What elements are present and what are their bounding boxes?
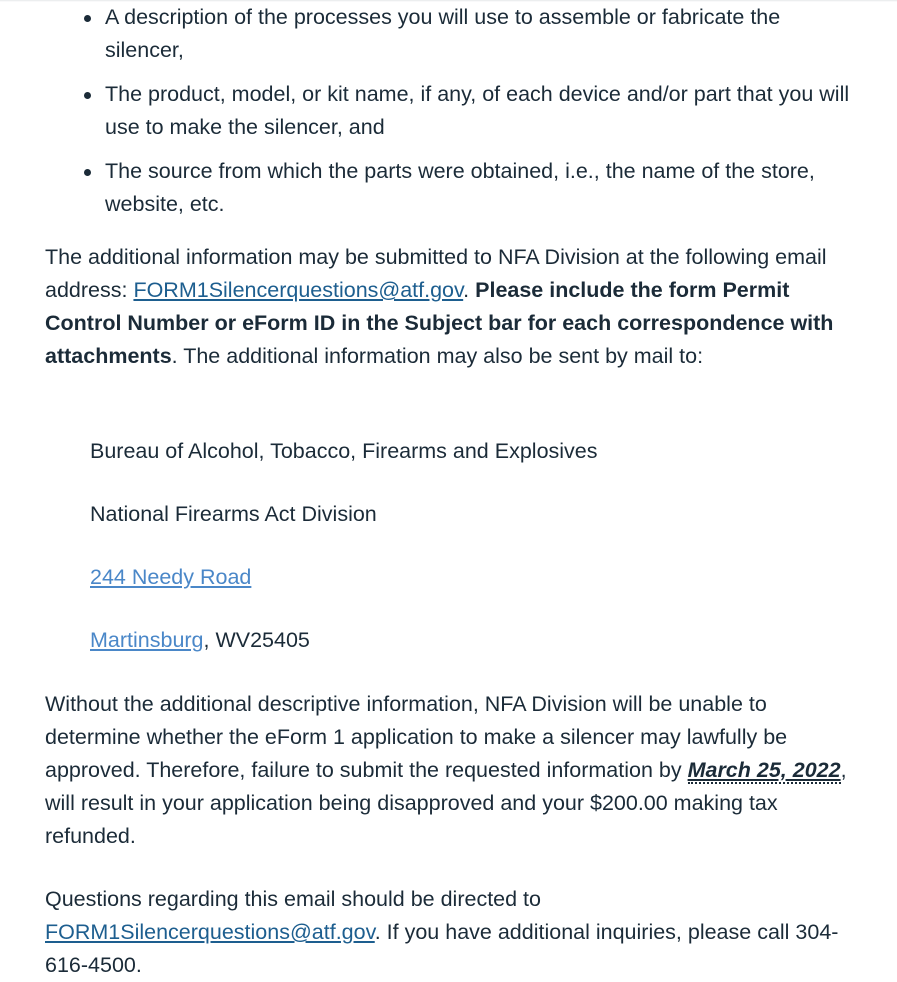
subject-bar-note: Please include the form Permit Control Number or eForm ID in the Subject bar for each correspondence with attachments xyxy=(45,278,834,368)
warning-text-after: , will result in your application being disapproved and your $200.00 making tax refunded. xyxy=(45,758,847,848)
submission-paragraph xyxy=(45,241,865,373)
submission-after-email: . xyxy=(463,278,476,302)
warning-text-before: Without the additional descriptive information, NFA Division will be unable to determine whether the eForm 1 application to make a silencer may lawfully be approved. Therefore, failure to submit the requested information by xyxy=(45,692,788,782)
address-line-street xyxy=(90,561,790,594)
list-item xyxy=(0,155,860,221)
questions-text-after: . If you have additional inquiries, please call 304-616-4500. xyxy=(45,920,839,977)
questions-paragraph xyxy=(45,883,865,982)
city-map-link[interactable]: Martinsburg xyxy=(90,628,204,652)
submission-email-link[interactable]: FORM1Silencerquestions@atf.gov xyxy=(133,278,464,302)
list-item-text: The source from which the parts were obtained, i.e., the name of the store, website, etc. xyxy=(105,159,815,216)
submission-intro: The additional information may be submitted to NFA Division at the following email address: xyxy=(45,245,827,302)
list-item xyxy=(0,78,860,144)
deadline-date[interactable]: March 25, 2022 xyxy=(687,758,841,782)
address-line-city xyxy=(90,624,790,657)
bullet-icon xyxy=(84,92,91,99)
bullet-icon xyxy=(84,15,91,22)
list-item-text: The product, model, or kit name, if any, of each device and/or part that you will use to make the silencer, and xyxy=(105,82,850,139)
requirements-list xyxy=(0,1,860,232)
list-item xyxy=(0,1,860,67)
bullet-icon xyxy=(84,169,91,176)
address-line-bureau: Bureau of Alcohol, Tobacco, Firearms and Explosives xyxy=(90,439,598,463)
submission-outro: . The additional information may also be sent by mail to: xyxy=(171,344,704,368)
state-zip: , WV25405 xyxy=(203,628,310,652)
questions-text-before: Questions regarding this email should be directed to xyxy=(45,887,541,911)
list-item-text: A description of the processes you will use to assemble or fabricate the silencer, xyxy=(105,5,781,62)
address-line-division: National Firearms Act Division xyxy=(90,502,377,526)
warning-paragraph xyxy=(45,688,865,853)
street-map-link[interactable]: 244 Needy Road xyxy=(90,565,252,589)
questions-email-link[interactable]: FORM1Silencerquestions@atf.gov xyxy=(45,920,375,944)
